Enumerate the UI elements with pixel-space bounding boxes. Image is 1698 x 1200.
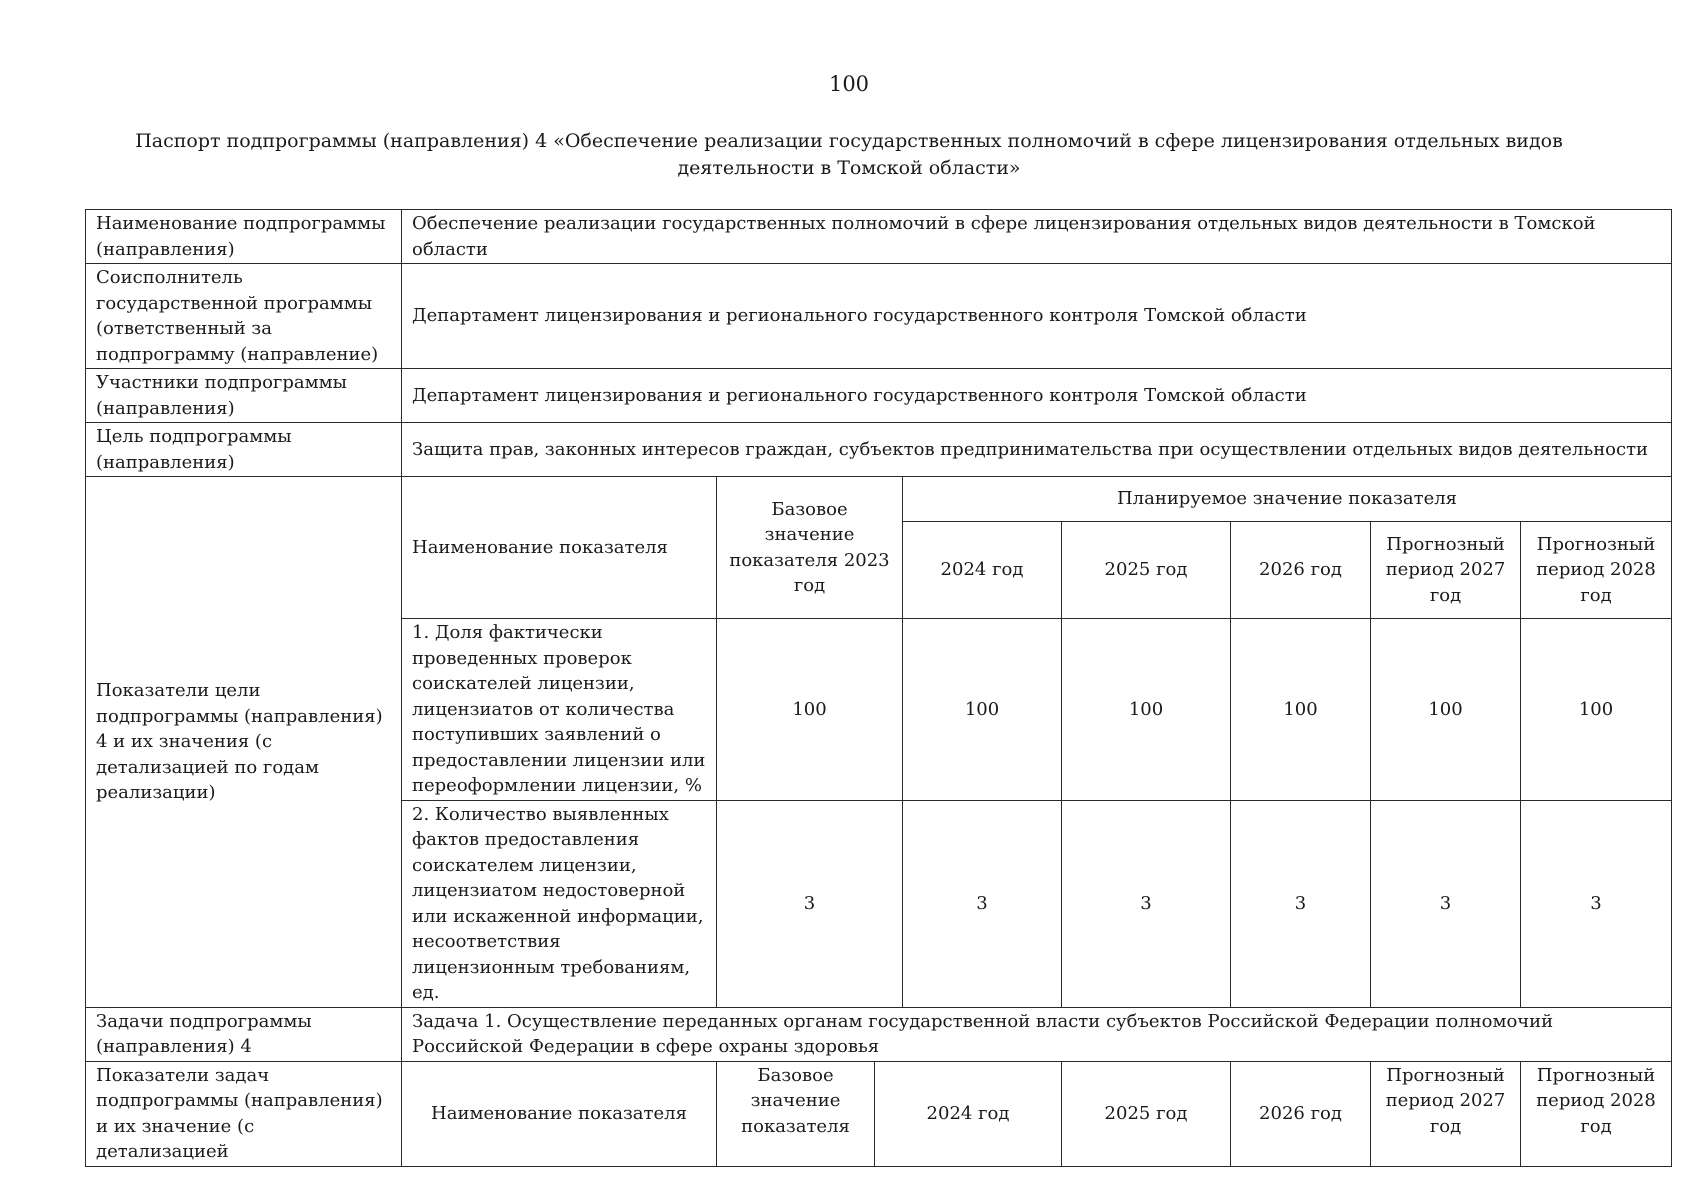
- indicator-1-name: 1. Доля фактически проведенных проверок соискателей лицензии, лицензиатов от количества поступивших заявлений о предоставлении лицензии или переоформлении лицензии, %: [402, 619, 717, 801]
- header-year-2027: Прогнозный период 2027 год: [1371, 522, 1521, 619]
- header-year-2028: Прогнозный период 2028 год: [1521, 522, 1672, 619]
- row-value-name: Обеспечение реализации государственных полномочий в сфере лицензирования отдельных видов деятельности в Томской области: [402, 210, 1672, 264]
- table-row-goal-indicators-header: [86, 477, 1672, 522]
- header-planned-value: Планируемое значение показателя: [903, 477, 1672, 522]
- header-year-2024: 2024 год: [903, 522, 1062, 619]
- indicator-2-name: 2. Количество выявленных фактов предоставления соискателем лицензии, лицензиатом недостоверной или искаженной информации, несоответствия лицензионным требованиям, ед.: [402, 800, 717, 1007]
- row-value-goal: Защита прав, законных интересов граждан, субъектов предпринимательства при осуществлении отдельных видов деятельности: [402, 423, 1672, 477]
- indicator-2-2025: 3: [1062, 800, 1231, 1007]
- table-row-goal: [86, 423, 1672, 477]
- row-label-tasks: Задачи подпрограммы (направления) 4: [86, 1007, 402, 1061]
- row-value-participants: Департамент лицензирования и регионального государственного контроля Томской области: [402, 369, 1672, 423]
- task-header-year-2027: Прогнозный период 2027 год: [1371, 1061, 1521, 1166]
- table-row-coexecutor: [86, 264, 1672, 369]
- indicator-2-base: 3: [717, 800, 903, 1007]
- indicator-2-2026: 3: [1231, 800, 1371, 1007]
- task-header-indicator-name: Наименование показателя: [402, 1061, 717, 1166]
- indicator-2-2028: 3: [1521, 800, 1672, 1007]
- page-number: 100: [828, 72, 870, 96]
- row-label-coexecutor: Соисполнитель государственной программы (ответственный за подпрограмму (направление): [86, 264, 402, 369]
- indicator-1-2025: 100: [1062, 619, 1231, 801]
- header-indicator-name: Наименование показателя: [402, 477, 717, 619]
- row-label-name: Наименование подпрограммы (направления): [86, 210, 402, 264]
- indicator-2-2027: 3: [1371, 800, 1521, 1007]
- task-header-base-value: Базовое значение показателя: [717, 1061, 875, 1166]
- task-header-year-2026: 2026 год: [1231, 1061, 1371, 1166]
- task-header-year-2024: 2024 год: [875, 1061, 1062, 1166]
- header-year-2026: 2026 год: [1231, 522, 1371, 619]
- header-base-value: Базовое значение показателя 2023 год: [717, 477, 903, 619]
- indicator-1-base: 100: [717, 619, 903, 801]
- task-header-year-2028: Прогнозный период 2028 год: [1521, 1061, 1672, 1166]
- indicator-2-2024: 3: [903, 800, 1062, 1007]
- row-label-task-indicators: Показатели задач подпрограммы (направления) и их значение (с детализацией: [86, 1061, 402, 1166]
- row-value-coexecutor: Департамент лицензирования и регионального государственного контроля Томской области: [402, 264, 1672, 369]
- indicator-1-2027: 100: [1371, 619, 1521, 801]
- header-year-2025: 2025 год: [1062, 522, 1231, 619]
- row-label-goal-indicators: Показатели цели подпрограммы (направления) 4 и их значения (с детализацией по годам реализации): [86, 477, 402, 1008]
- task-header-year-2025: 2025 год: [1062, 1061, 1231, 1166]
- table-row-participants: [86, 369, 1672, 423]
- row-label-goal: Цель подпрограммы (направления): [86, 423, 402, 477]
- table-row-tasks: [86, 1007, 1672, 1061]
- document-title: Паспорт подпрограммы (направления) 4 «Обеспечение реализации государственных полномочий в сфере лицензирования отдельных видов деятельности в Томской области»: [135, 130, 1563, 179]
- table-row-task-indicators: [86, 1061, 1672, 1166]
- row-value-tasks: Задача 1. Осуществление переданных органам государственной власти субъектов Российской Федерации полномочий Российской Федерации в сфере охраны здоровья: [402, 1007, 1672, 1061]
- indicator-1-2028: 100: [1521, 619, 1672, 801]
- indicator-1-2026: 100: [1231, 619, 1371, 801]
- row-label-participants: Участники подпрограммы (направления): [86, 369, 402, 423]
- indicator-1-2024: 100: [903, 619, 1062, 801]
- table-row-name: [86, 210, 1672, 264]
- passport-table: [85, 209, 1672, 1167]
